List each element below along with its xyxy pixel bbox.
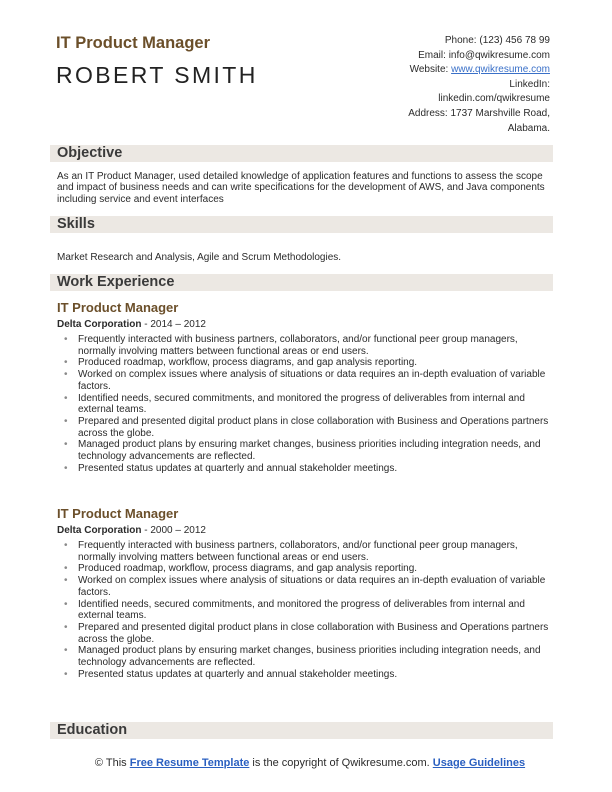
job-2-company: Delta Corporation - 2000 – 2012 (57, 525, 206, 536)
list-item: • Worked on complex issues where analysis of situations or data requires an in-depth evaluation of variable factors. (57, 369, 555, 392)
list-item: • Managed product plans by ensuring market changes, business priorities including integration needs, and technology advancements are reflected. (57, 439, 555, 462)
contact-website: Website: www.qwikresume.com (409, 64, 550, 76)
objective-section-bar (50, 145, 553, 162)
list-item: • Worked on complex issues where analysis of situations or data requires an in-depth evaluation of variable factors. (57, 575, 555, 598)
contact-linkedin: linkedin.com/qwikresume (438, 93, 550, 105)
education-heading: Education (57, 722, 128, 738)
job-1-bullets (57, 334, 555, 474)
list-item: • Identified needs, secured commitments, and monitored the progress of deliverables from internal and external teams. (57, 393, 555, 416)
list-item: • Produced roadmap, workflow, process diagrams, and gap analysis reporting. (57, 563, 555, 575)
education-section-bar (50, 722, 553, 739)
list-item: • Prepared and presented digital product plans in close collaboration with Business and Operations partners across the globe. (57, 622, 555, 645)
job-1-title: IT Product Manager (57, 300, 179, 315)
contact-phone: Phone: (123) 456 78 99 (444, 35, 550, 46)
objective-text: As an IT Product Manager, used detailed knowledge of application features and functions to assess the scope and impact of business needs and can write specifications for the development of AWS, and Java components including service and event interfaces (57, 171, 545, 205)
list-item: • Frequently interacted with business partners, collaborators, and/or functional peer group managers, normally involving matters between functional areas or end users. (57, 540, 555, 563)
objective-heading: Objective (57, 145, 123, 161)
job-1-company: Delta Corporation - 2014 – 2012 (57, 319, 206, 330)
website-link[interactable]: www.qwikresume.com (451, 64, 550, 76)
work-section-bar (50, 274, 553, 291)
work-heading: Work Experience (57, 274, 175, 290)
contact-linkedin-label: LinkedIn: (509, 78, 550, 90)
free-resume-template-link[interactable]: Free Resume Template (129, 757, 250, 769)
list-item: • Presented status updates at quarterly and annual stakeholder meetings. (57, 463, 555, 475)
contact-block (290, 34, 550, 136)
list-item: • Prepared and presented digital product plans in close collaboration with Business and Operations partners across the globe. (57, 416, 555, 439)
list-item: • Identified needs, secured commitments, and monitored the progress of deliverables from internal and external teams. (57, 599, 555, 622)
resume-job-title: IT Product Manager (56, 34, 211, 52)
list-item: • Frequently interacted with business partners, collaborators, and/or functional peer group managers, normally involving matters between functional areas or end users. (57, 334, 555, 357)
job-2-bullets (57, 540, 555, 680)
usage-guidelines-link[interactable]: Usage Guidelines (432, 757, 526, 769)
copyright-footer: © This Free Resume Template is the copyright of Qwikresume.com. Usage Guidelines (94, 757, 526, 769)
skills-text: Market Research and Analysis, Agile and Scrum Methodologies. (57, 252, 342, 263)
job-2-title: IT Product Manager (57, 506, 179, 521)
contact-email: Email: info@qwikresume.com (418, 49, 550, 61)
resume-name: ROBERT SMITH (56, 62, 258, 88)
contact-address-line2: Alabama. (507, 122, 550, 134)
list-item: • Produced roadmap, workflow, process diagrams, and gap analysis reporting. (57, 357, 555, 369)
list-item: • Managed product plans by ensuring market changes, business priorities including integration needs, and technology advancements are reflected. (57, 645, 555, 668)
list-item: • Presented status updates at quarterly and annual stakeholder meetings. (57, 669, 555, 681)
skills-section-bar (50, 216, 553, 233)
skills-heading: Skills (57, 216, 95, 232)
contact-address: Address: 1737 Marshville Road, (408, 107, 550, 119)
